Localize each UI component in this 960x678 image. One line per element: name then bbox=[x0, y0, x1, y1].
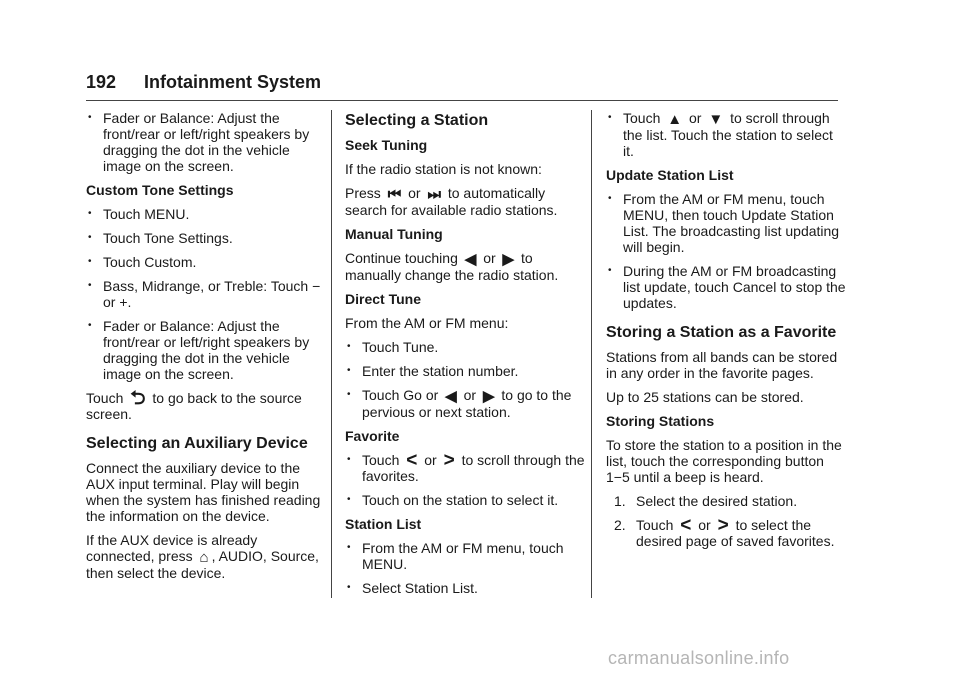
paragraph-aux-home bbox=[86, 532, 326, 581]
heading-selecting-station: Selecting a Station bbox=[345, 112, 489, 129]
text: Touch bbox=[362, 452, 400, 468]
text: or bbox=[698, 517, 711, 533]
text: or bbox=[689, 110, 702, 126]
text: Select the desired station. bbox=[636, 493, 798, 509]
list-item-favorites bbox=[345, 452, 585, 484]
paragraph-back bbox=[86, 390, 326, 422]
text: Touch Go or bbox=[362, 387, 439, 403]
paragraph-manual bbox=[345, 250, 585, 283]
text: or bbox=[483, 250, 496, 266]
subheading-manual: Manual Tuning bbox=[345, 226, 443, 242]
tune-down-icon: ◀ bbox=[464, 251, 477, 268]
tune-down-icon: ◀ bbox=[445, 388, 457, 405]
watermark: carmanualsonline.info bbox=[608, 648, 790, 668]
list-item: • Enter the station number. bbox=[345, 363, 585, 379]
column-divider bbox=[331, 110, 332, 598]
text: or bbox=[408, 185, 421, 201]
column-middle bbox=[345, 110, 585, 604]
list-item: • Bass, Midrange, or Treble: Touch − or +. bbox=[86, 278, 326, 310]
list-item-scroll bbox=[606, 110, 846, 159]
subheading-custom-tone: Custom Tone Settings bbox=[86, 182, 234, 198]
list-item: • Touch Tone Settings. bbox=[86, 230, 326, 246]
subheading-station-list: Station List bbox=[345, 516, 422, 532]
text: to select the desired page of saved favorites. bbox=[636, 517, 835, 549]
paragraph: From the AM or FM menu: bbox=[345, 315, 509, 331]
seek-up-icon: ⏭ bbox=[427, 186, 441, 203]
down-arrow-icon: ▼ bbox=[708, 111, 724, 128]
back-icon: ⮌ bbox=[130, 388, 146, 409]
text: If the AUX device is already connected, press bbox=[86, 532, 258, 564]
step-number: 2. bbox=[614, 517, 626, 533]
text: to scroll through the list. Touch the station to select it. bbox=[623, 110, 833, 159]
next-icon: > bbox=[717, 515, 729, 536]
subheading-storing-stations: Storing Stations bbox=[606, 413, 715, 429]
paragraph: Up to 25 stations can be stored. bbox=[606, 389, 804, 405]
tune-up-icon: ▶ bbox=[502, 251, 515, 268]
paragraph: If the radio station is not known: bbox=[345, 161, 542, 177]
paragraph-press-seek bbox=[345, 185, 585, 218]
tune-up-icon: ▶ bbox=[482, 388, 495, 405]
home-icon: ⌂ bbox=[199, 549, 209, 566]
page-header bbox=[86, 70, 838, 101]
text: Touch bbox=[636, 517, 674, 533]
subheading-seek: Seek Tuning bbox=[345, 137, 428, 153]
list-item: • During the AM or FM broadcasting list update, touch Cancel to stop the updates. bbox=[606, 263, 846, 311]
text: to scroll through the favorites. bbox=[362, 452, 585, 484]
heading-storing-favorite: Storing a Station as a Favorite bbox=[606, 324, 837, 341]
list-item: • From the AM or FM menu, touch MENU, then touch Update Station List. The broadcasting list updating will begin. bbox=[606, 191, 846, 255]
text: Touch bbox=[623, 110, 661, 126]
list-item: • Touch Custom. bbox=[86, 254, 326, 270]
list-item: • Touch MENU. bbox=[86, 206, 326, 222]
text: or bbox=[424, 452, 437, 468]
subheading-direct: Direct Tune bbox=[345, 291, 421, 307]
column-divider bbox=[591, 110, 592, 598]
next-icon: > bbox=[443, 450, 455, 471]
column-right bbox=[606, 110, 846, 557]
text: to manually change the radio station. bbox=[345, 250, 559, 283]
paragraph: Stations from all bands can be stored in any order in the favorite pages. bbox=[606, 349, 838, 381]
text: Touch bbox=[86, 390, 124, 406]
list-item: • Select Station List. bbox=[345, 580, 585, 596]
column-left bbox=[86, 110, 326, 589]
list-item: • Touch on the station to select it. bbox=[345, 492, 585, 508]
list-item: • Touch Tune. bbox=[345, 339, 585, 355]
list-item: • Fader or Balance: Adjust the front/rear or left/right speakers by dragging the dot in the vehicle image on the screen. bbox=[86, 318, 326, 382]
list-item-go bbox=[345, 387, 585, 420]
list-item: • From the AM or FM menu, touch MENU. bbox=[345, 540, 585, 572]
text: Press bbox=[345, 185, 381, 201]
step-number: 1. bbox=[614, 493, 626, 509]
paragraph: Connect the auxiliary device to the AUX input terminal. Play will begin when the system has finished reading the information on the device. bbox=[86, 460, 321, 524]
paragraph: To store the station to a position in the list, touch the corresponding button 1−5 until a beep is heard. bbox=[606, 437, 842, 485]
heading-auxiliary: Selecting an Auxiliary Device bbox=[86, 435, 308, 452]
numbered-step bbox=[606, 517, 846, 549]
list-item: • Fader or Balance: Adjust the front/rear or left/right speakers by dragging the dot in the vehicle image on the screen. bbox=[86, 110, 326, 174]
previous-icon: < bbox=[680, 515, 692, 536]
text: , AUDIO, Source, then select the device. bbox=[86, 548, 319, 581]
numbered-step bbox=[606, 493, 846, 509]
text: or bbox=[463, 387, 477, 403]
section-title: Infotainment System bbox=[144, 72, 322, 92]
text: to go to the pervious or next station. bbox=[362, 387, 572, 420]
previous-icon: < bbox=[406, 450, 418, 471]
text: to go back to the source screen. bbox=[86, 390, 302, 422]
text: to automatically search for available radio stations. bbox=[345, 185, 558, 218]
page-number: 192 bbox=[86, 72, 117, 92]
subheading-favorite: Favorite bbox=[345, 428, 400, 444]
seek-down-icon: ⏮ bbox=[387, 186, 402, 203]
text: Continue touching bbox=[345, 250, 458, 266]
up-arrow-icon: ▲ bbox=[667, 111, 683, 128]
subheading-update: Update Station List bbox=[606, 167, 734, 183]
